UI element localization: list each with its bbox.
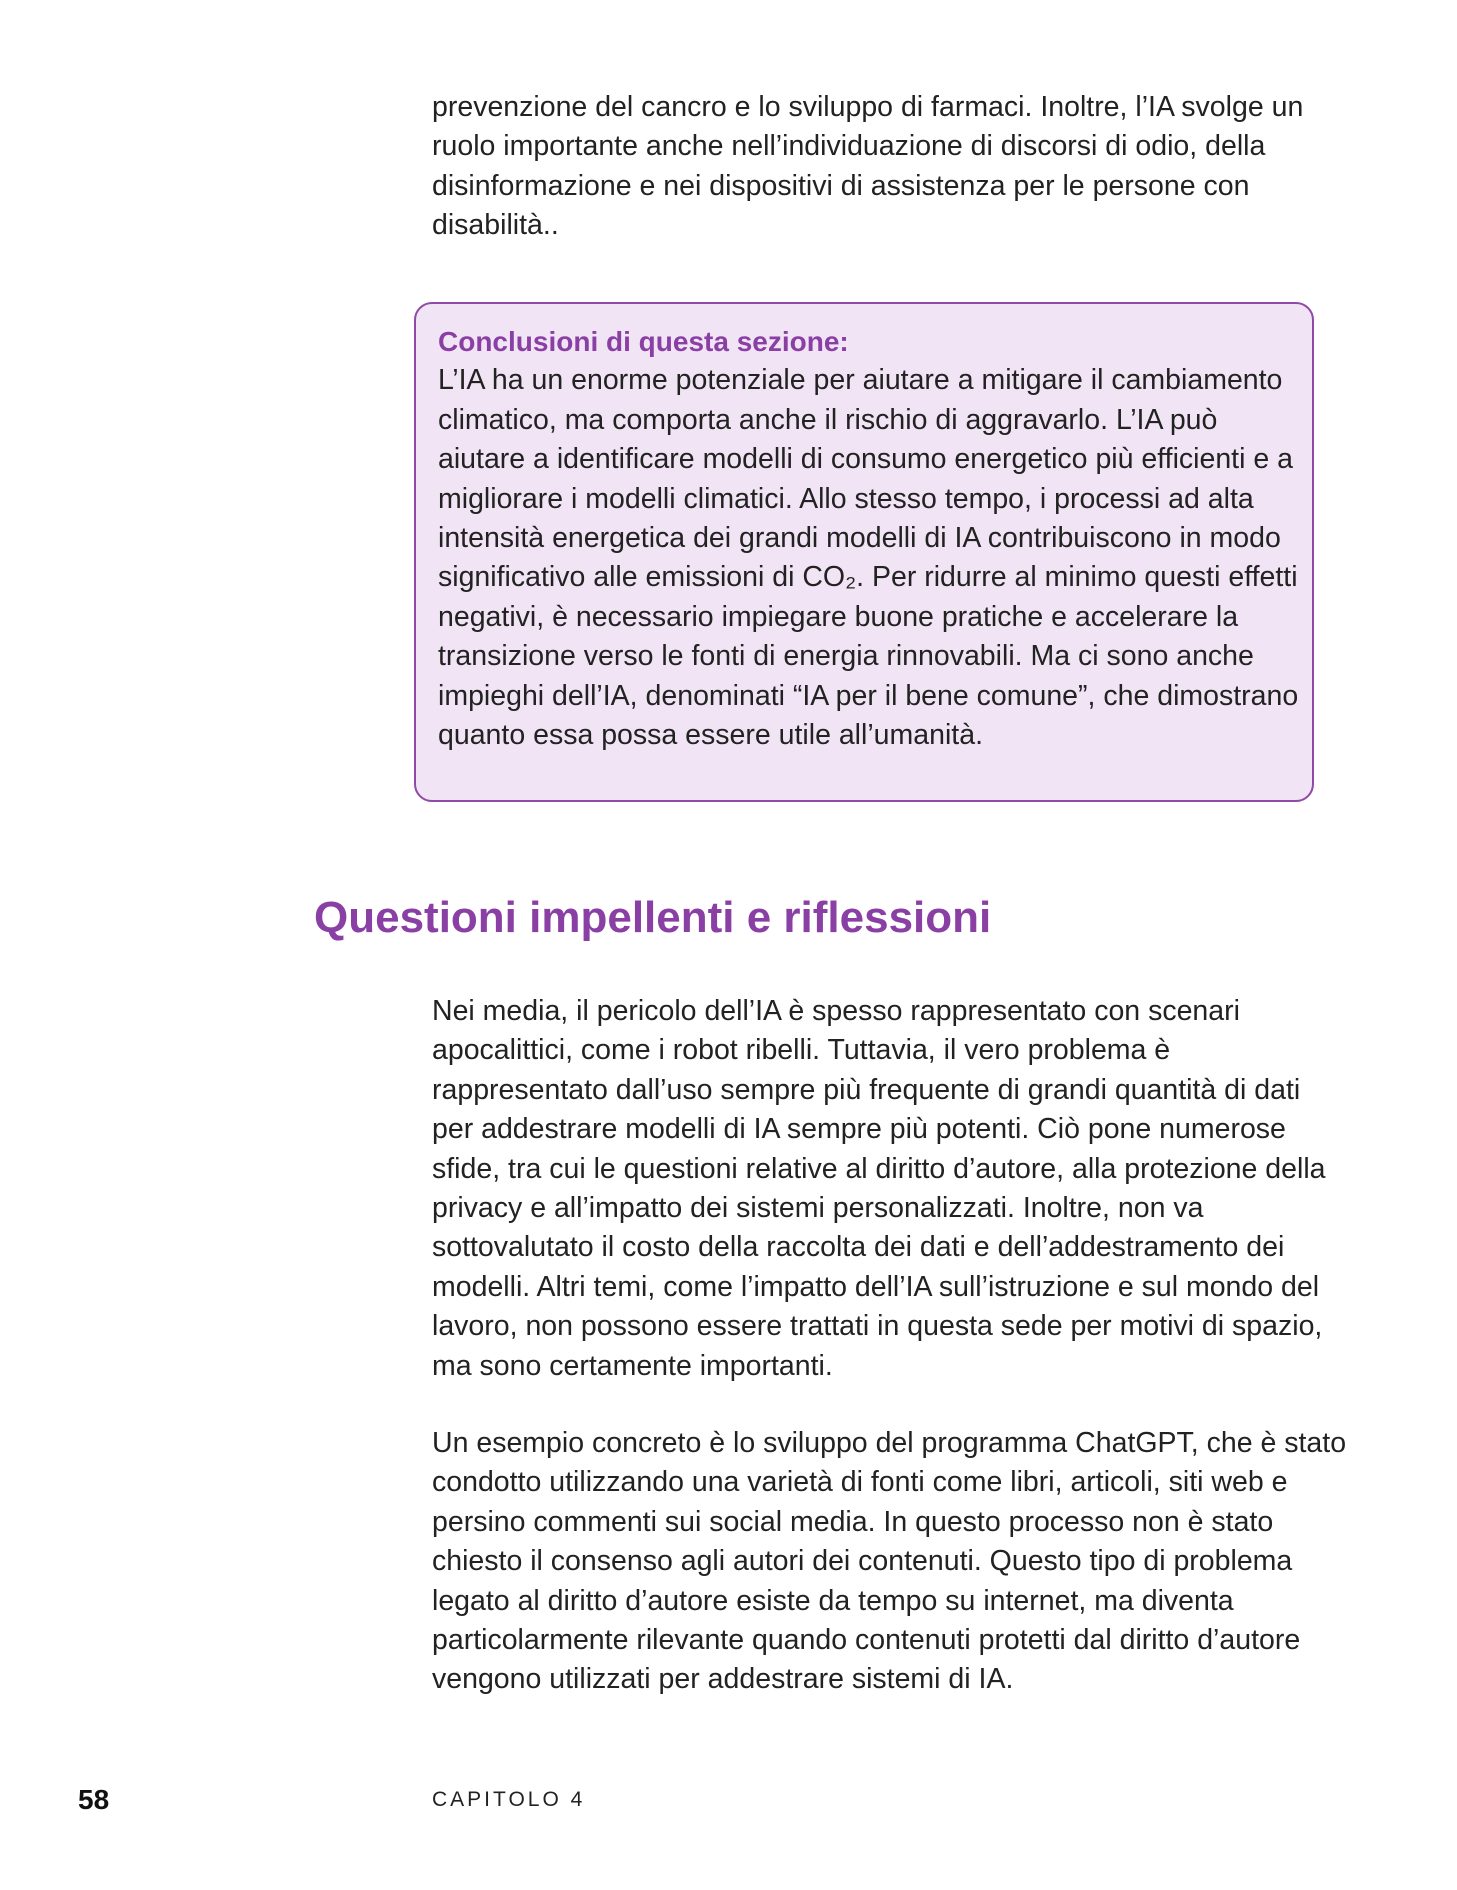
summary-text: L’IA ha un enorme potenziale per aiutare a mitigare il cambiamento climatico, ma comporta anche il rischio di aggravarlo. L’IA può aiutare a identificare modelli di consumo energetico più efficienti e a migliorare i modelli climatici. Allo stesso tempo, i processi ad alta intensità energetica dei grandi modelli di IA contribuiscono in modo significativo alle emissioni di CO₂. Per ridurre al minimo questi effetti negativi, è necessario impiegare buone pratiche e accelerare la transizione verso le fonti di energia rinnovabili. Ma ci sono anche impieghi dell’IA, denominati “IA per il bene comune”, che dimostrano quanto essa possa essere utile all’umanità. [438,364,1299,752]
body-paragraph: Nei media, il pericolo dell’IA è spesso rappresentato con scenari apocalittici, come i robot ribelli. Tuttavia, il vero problema è rappresentato dall’uso sempre più frequente di grandi quantità di dati per addestrare modelli di IA sempre più potenti. Ciò pone numerose sfide, tra cui le questioni relative al diritto d’autore, alla protezione della privacy e all’impatto dei sistemi personalizzati. Inoltre, non va sottovalutato il costo della raccolta dei dati e dell’addestramento dei modelli. Altri temi, come l’impatto dell’IA sull’istruzione e sul mondo del lavoro, non possono essere trattati in questa sede per motivi di spazio, ma sono certamente importanti. [432,995,1326,1382]
section-heading: Questioni impellenti e riflessioni [314,893,992,942]
page-number: 58 [78,1784,110,1815]
summary-title: Conclusioni di questa sezione: [438,326,849,357]
chapter-label: CAPITOLO 4 [432,1788,586,1811]
intro-paragraph: prevenzione del cancro e lo sviluppo di farmaci. Inoltre, l’IA svolge un ruolo importante anche nell’individuazione di discorsi di odio, della disinformazione e nei dispositivi di assistenza per le persone con disabilità.. [432,91,1304,242]
section-summary-box [414,302,1314,802]
body-paragraph: Un esempio concreto è lo sviluppo del programma ChatGPT, che è stato condotto utilizzando una varietà di fonti come libri, articoli, siti web e persino commenti sui social media. In questo processo non è stato chiesto il consenso agli autori dei contenuti. Questo tipo di problema legato al diritto d’autore esiste da tempo su internet, ma diventa particolarmente rilevante quando contenuti protetti dal diritto d’autore vengono utilizzati per addestrare sistemi di IA. [432,1427,1347,1696]
